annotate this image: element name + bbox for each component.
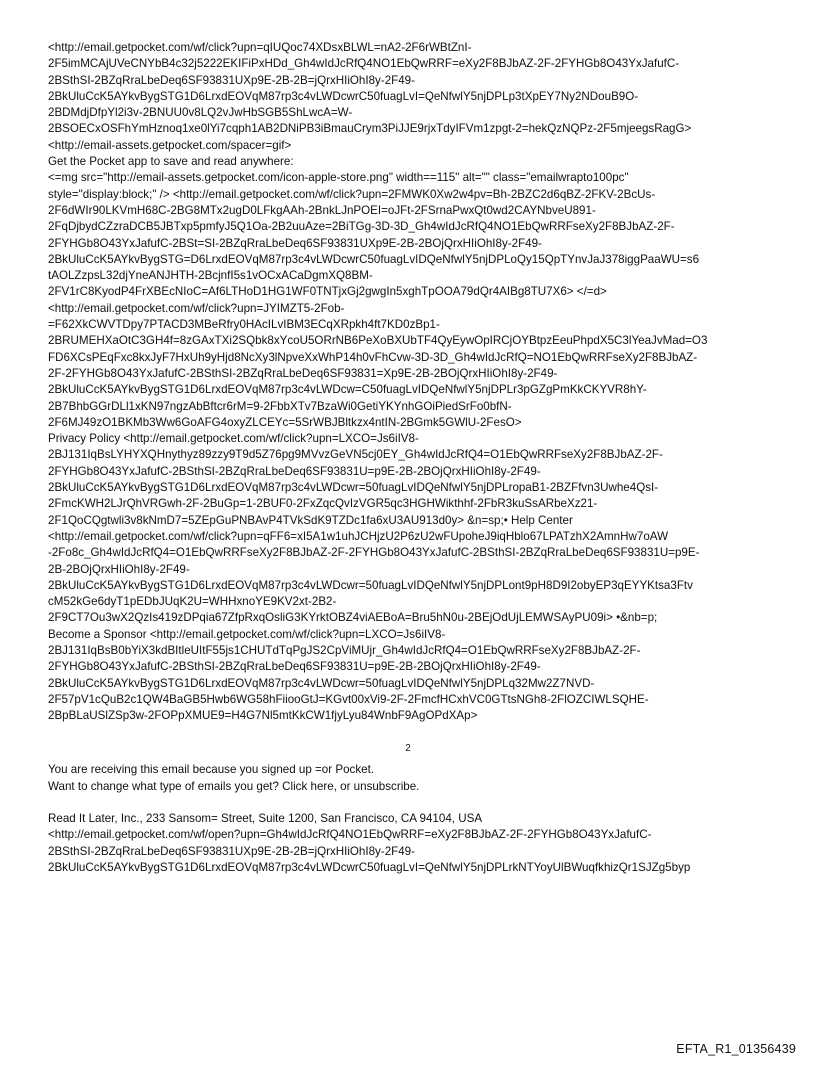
address-line: Read It Later, Inc., 233 Sansom= Street, Suite 1200, San Francisco, CA 94104, USA (48, 812, 483, 826)
text-line: 2BJ131IqBsB0bYiX3kdBItleUItF55js1CHUTdTqPgJS2CpViMUjr_Gh4wIdJcRfQ4=O1EbQwRRFseXy2F8BJbAZ-2F- (48, 643, 641, 657)
text-line: 2FqDjbydCZzraDCB5JBTxp5pmfyJ5Q1Oa-2B2uuAze=2BiTGg-3D-3D_Gh4wIdJcRfQ4NO1EbQwRRFseXy2F8BJbAZ-2F- (48, 220, 675, 234)
text-line: FD6XCsPEqFxc8kxJyF7HxUh9yHjd8NcXy3lNpveXxWhP14h0vFhCvw-3D-3D_Gh4wIdJcRfQ=NO1EbQwRRFseXy2F8BJbAZ- (48, 350, 698, 364)
text-line: <http://email-assets.getpocket.com/spacer=gif> (48, 138, 292, 152)
text-line: 2BkUluCcK5AYkvBygSTG1D6LrxdEOVqM87rp3c4vLWDcwr=50fuagLvIDQeNfwlY5njDPLont9pH8D9I2obyEP3qEYYKtsa3Ftv (48, 578, 693, 592)
main-text-block (48, 40, 776, 724)
document-id: EFTA_R1_01356439 (676, 1042, 796, 1056)
text-line: tAOLZzpsL32djYneANJHTH-2BcjnfI5s1vOCxACaDgmXQ8BM- (48, 269, 373, 283)
text-line: =F62XkCWVTDpy7PTACD3MBeRfry0HAcILvIBM3ECqXRpkh4ft7KD0zBp1- (48, 318, 440, 332)
text-line: Get the Pocket app to save and read anywhere: (48, 155, 294, 169)
text-line: 2F-2FYHGb8O43YxJafufC-2BSthSI-2BZqRraLbeDeq6SF93831=Xp9E-2B-2BOjQrxHIiOhI8y-2F49- (48, 366, 558, 380)
text-line: 2FV1rC8KyodP4FrXBEcNIoC=Af6LTHoD1HG1WF0TNTjxGj2gwgIn5xghTpOOA79dQr4AIBg8TU7X6> </=d> (48, 285, 607, 299)
address-line: <http://email.getpocket.com/wf/open?upn=Gh4wIdJcRfQ4NO1EbQwRRF=eXy2F8BJbAZ-2F-2FYHGb8O43YxJafufC- (48, 828, 652, 842)
text-line: 2FYHGb8O43YxJafufC-2BSthSI-2BZqRraLbeDeq6SF93831U=p9E-2B-2BOjQrxHIiOhI8y-2F49- (48, 464, 541, 478)
text-line: 2BSthSI-2BZqRraLbeDeq6SF93831UXp9E-2B-2B=jQrxHIiOhI8y-2F49- (48, 73, 415, 87)
text-line: cM52kGe6dyT1pEDbJUqK2U=WHHxnoYE9KV2xt-2B2- (48, 595, 337, 609)
text-line: style="display:block;" /> <http://email.getpocket.com/wf/click?upn=2FMWK0Xw2w4pv=Bh-2BZC2d6qBZ-2FKV-2BcUs- (48, 187, 656, 201)
text-line: 2BkUluCcK5AYkvBygSTG=D6LrxdEOVqM87rp3c4vLWDcwrC50fuagLvIDQeNfwlY5njDPLoQy15QpTYnvJaJ378iggPaaWU=s6 (48, 252, 700, 266)
text-line: 2BDMdjDfpYl2i3v-2BNUU0v8LQ2vJwHbSGB5ShLwcA=W- (48, 106, 353, 120)
text-line: 2FYHGb8O43YxJafufC-2BSthSI-2BZqRraLbeDeq6SF93831U=p9E-2B-2BOjQrxHIiOhI8y-2F49- (48, 660, 541, 674)
text-line: 2BkUluCcK5AYkvBygSTG1D6LrxdEOVqM87rp3c4vLWDcwr=50fuagLvIDQeNfwlY5njDPLq32Mw2Z7NVD- (48, 676, 595, 690)
page-number: 2 (405, 743, 411, 754)
text-line: 2B-2BOjQrxHIiOhI8y-2F49- (48, 562, 190, 576)
address-block (48, 811, 776, 876)
text-line: 2FmcKWH2LJrQhVRGwh-2F-2BuGp=1-2BUF0-2FxZqcQvIzVGR5qc3HGHWikthhf-2FbR3kuSsARbeXz21- (48, 497, 598, 511)
address-line: 2BkUluCcK5AYkvBygSTG1D6LrxdEOVqM87rp3c4vLWDcwrC50fuagLvI=QeNfwlY5njDPLrkNTYoyUlBWuqfkhizQr1SJZg5byp (48, 860, 691, 874)
text-line: 2FYHGb8O43YxJafufC-2BSt=SI-2BZqRraLbeDeq6SF93831UXp9E-2B-2BOjQrxHIiOhI8y-2F49- (48, 236, 542, 250)
text-line: <http://email.getpocket.com/wf/click?upn=qFF6=xI5A1w1uhJCHjzU2P6zU2wFUpoheJ9iqHblo67LPATzhX2AmnHw7oAW (48, 529, 669, 543)
text-line: 2F57pV1cQuB2c1QW4BaGB5Hwb6WG58hFiiooGtJ=KGvt00xVi9-2F-2FmcfHCxhVC0GTtsNGh8-2FlOZCIWLSQHE- (48, 692, 649, 706)
text-line: 2F6dWIr90LKVmH68C-2BG8MTx2ugD0LFkgAAh-2BnkLJnPOEI=oJFt-2FSrnaPwxQt0wd2CAYNbveU891- (48, 203, 596, 217)
text-line: 2F9CT7Ou3wX2QzIs419zDPqia67ZfpRxqOsliG3KYrktOBZ4viAEBoA=Bru5hN0u-2BEjOdUjLEMWSAyPU09i> •&nb=p; (48, 611, 658, 625)
text-line: 2BkUluCcK5AYkvBygSTG1D6LrxdEOVqM87rp3c4vLWDcwrC50fuagLvI=QeNfwlY5njDPLp3tXpEY7Ny2NDouB9O- (48, 89, 639, 103)
text-line: 2B7BhbGGrDLl1xKN97ngzAbBftcr6rM=9-2FbbXTv7BzaWi0GetiYKYnhGOiPiedSrFo0bfN- (48, 399, 512, 413)
footer-line: Want to change what type of emails you get? Click here, or unsubscribe. (48, 779, 420, 793)
text-line: -2Fo8c_Gh4wIdJcRfQ4=O1EbQwRRFseXy2F8BJbAZ-2F-2FYHGb8O43YxJafufC-2BSthSI-2BZqRraLbeDeq6SF93831U=p9E- (48, 546, 700, 560)
text-line: 2BSOECxOSFhYmHznoq1xe0lYi7cqph1AB2DNiPB3iBmauCrym3PiJJE9rjxTdyIFVm1zpgt-2=hekQzNQPz-2F5mjeegsRagG> (48, 122, 692, 136)
text-line: 2BkUluCcK5AYkvBygSTG1D6LrxdEOVqM87rp3c4vLWDcwr=50fuagLvIDQeNfwlY5njDPLropaB1-2BZFfvn3Uwhe4QsI- (48, 481, 659, 495)
text-line: 2BRUMEHXaOtC3GH4f=8zGAxTXi2SQbk8xYcoU5ORrNB6PeXoBXUbTF4QyEywOpIRCjOYBtpzEeuPhpdX5C3lYeaJvMad=O3 (48, 334, 708, 348)
footer-notice-block (48, 762, 776, 795)
spacer (48, 795, 776, 811)
text-line: 2BkUluCcK5AYkvBygSTG1D6LrxdEOVqM87rp3c4vLWDcw=C50fuagLvIDQeNfwlY5njDPLr3pGZgPmKkCKYVR8hY- (48, 383, 647, 397)
text-line: 2BpBLaUSlZSp3w-2FOPpXMUE9=H4G7Nl5mtKkCW1fjyLyu84WnbF9AgOPdXAp> (48, 709, 478, 723)
text-line: <=mg src="http://email-assets.getpocket.com/icon-apple-store.png" width==115" alt="" class="emailwrapto100pc" (48, 171, 629, 185)
text-line: <http://email.getpocket.com/wf/click?upn=JYIMZT5-2Fob- (48, 301, 345, 315)
text-line: 2BJ131IqBsLYHYXQHnythyz89zzy9T9d5Z76pg9MVvzGeVN5cj0EY_Gh4wIdJcRfQ4=O1EbQwRRFseXy2F8BJbAZ-2F- (48, 448, 663, 462)
text-line: <http://email.getpocket.com/wf/click?upn=qIUQoc74XDsxBLWL=nA2-2F6rWBtZnI- (48, 41, 472, 54)
text-line: 2F5imMCAjUVeCNYbB4c32j5222EKIFiPxHDd_Gh4wIdJcRfQ4NO1EbQwRRF=eXy2F8BJbAZ-2F-2FYHGb8O43YxJafufC- (48, 57, 680, 71)
footer-line: You are receiving this email because you signed up =or Pocket. (48, 763, 375, 777)
text-line: 2F1QoCQgtwli3v8kNmD7=5ZEpGuPNBAvP4TVkSdK9TZDc1fa6xU3AU913d0y> &n=sp;• Help Center (48, 513, 573, 527)
address-line: 2BSthSI-2BZqRraLbeDeq6SF93831UXp9E-2B-2B=jQrxHIiOhI8y-2F49- (48, 844, 415, 858)
text-line: Privacy Policy <http://email.getpocket.com/wf/click?upn=LXCO=Js6iIV8- (48, 432, 419, 446)
text-line: 2F6MJ49zO1BKMb3Ww6GoAFG4oxyZLCEYc=5SrWBJBltkzx4ntIN-2BGmk5GWlU-2FesO> (48, 415, 522, 429)
text-line: Become a Sponsor <http://email.getpocket.com/wf/click?upn=LXCO=Js6iIV8- (48, 627, 446, 641)
